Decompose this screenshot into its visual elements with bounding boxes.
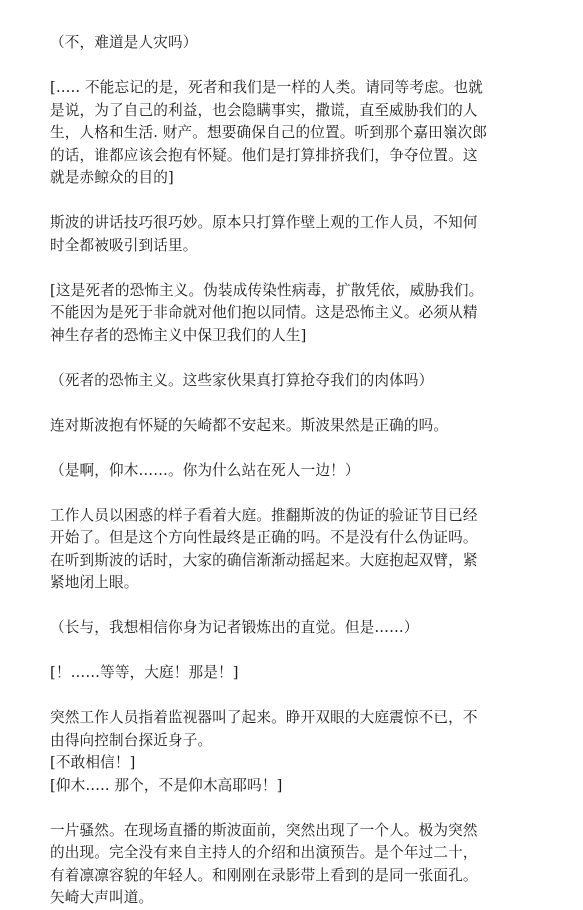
text-line: 连对斯波抱有怀疑的矢崎都不安起来。斯波果然是正确的吗。 [50,416,449,434]
text-line: 开始了。但是这个方向性最终是正确的吗。不是没有什么伪证吗。 [50,529,478,546]
text-line: [….. 不能忘记的是，死者和我们是一样的人类。请同等考虑。也就 [50,79,484,96]
text-line: 斯波的讲话技巧很巧妙。原本只打算作壁上观的工作人员，不知何 [50,214,478,231]
document-body [50,32,552,910]
text-line: [这是死者的恐怖主义。伪装成传染性病毒，扩散凭依，威胁我们。 [50,281,484,299]
text-line [50,257,552,280]
text-line: （死者的恐怖主义。这些家伙果真打算抢夺我们的肉体吗） [50,371,434,389]
text-line [50,347,552,370]
text-line [50,797,552,820]
text-line [50,392,552,415]
text-line [50,685,552,708]
text-line: 就是赤鲸众的目的] [50,169,174,186]
text-line [50,190,552,213]
text-line [50,595,552,618]
text-line: 由得向控制台探近身子。 [50,731,213,749]
text-line: 时全都被吸引到话里。 [50,236,198,254]
text-line [50,640,552,663]
text-line: 一片骚然。在现场直播的斯波面前，突然出现了一个人。极为突然 [50,821,478,839]
text-line [50,437,552,460]
text-line: 神生存者的恐怖主义中保卫我们的人生] [50,326,307,344]
text-line: 紧地闭上眼。 [50,574,139,591]
text-line: （长与，我想相信你身为记者锻炼出的直觉。但是……） [50,619,419,636]
text-line: 的出现。完全没有来自主持人的介绍和出演预告。是个年过二十， [50,844,478,861]
text-line: 生，人格和生活. 财产。想要确保自己的位置。听到那个嘉田嶺次郎 [50,124,488,141]
text-line: 矢崎大声叫道。 [50,889,154,906]
text-line: （是啊，仰木……。你为什么站在死人一边！） [50,461,360,479]
text-line [50,482,552,505]
text-line: 不能因为是死于非命就对他们抱以同情。这是恐怖主义。必须从精 [50,304,478,321]
text-line: [不敢相信！] [50,754,136,771]
text-line: 有着凛凛容貌的年轻人。和刚刚在录影带上看到的是同一张面孔。 [50,866,478,884]
text-line: [！……等等，大庭！那是！] [50,664,239,681]
text-line: 在听到斯波的话时，大家的确信渐渐动摇起来。大庭抱起双臂，紧 [50,551,478,569]
text-line: 工作人员以困惑的样子看着大庭。推翻斯波的伪证的验证节目已经 [50,506,478,524]
text-line: （不，难道是人灾吗） [50,34,198,51]
text-line: 的话，谁都应该会抱有怀疑。他们是打算排挤我们，争夺位置。这 [50,146,478,164]
text-line [50,55,552,78]
text-line: 是说，为了自己的利益，也会隐瞒事实，撒谎，直至威胁我们的人 [50,101,478,119]
text-line: 突然工作人员指着监视器叫了起来。睁开双眼的大庭震惊不已，不 [50,709,478,726]
text-line: [仰木….. 那个，不是仰木高耶吗！] [50,776,283,794]
